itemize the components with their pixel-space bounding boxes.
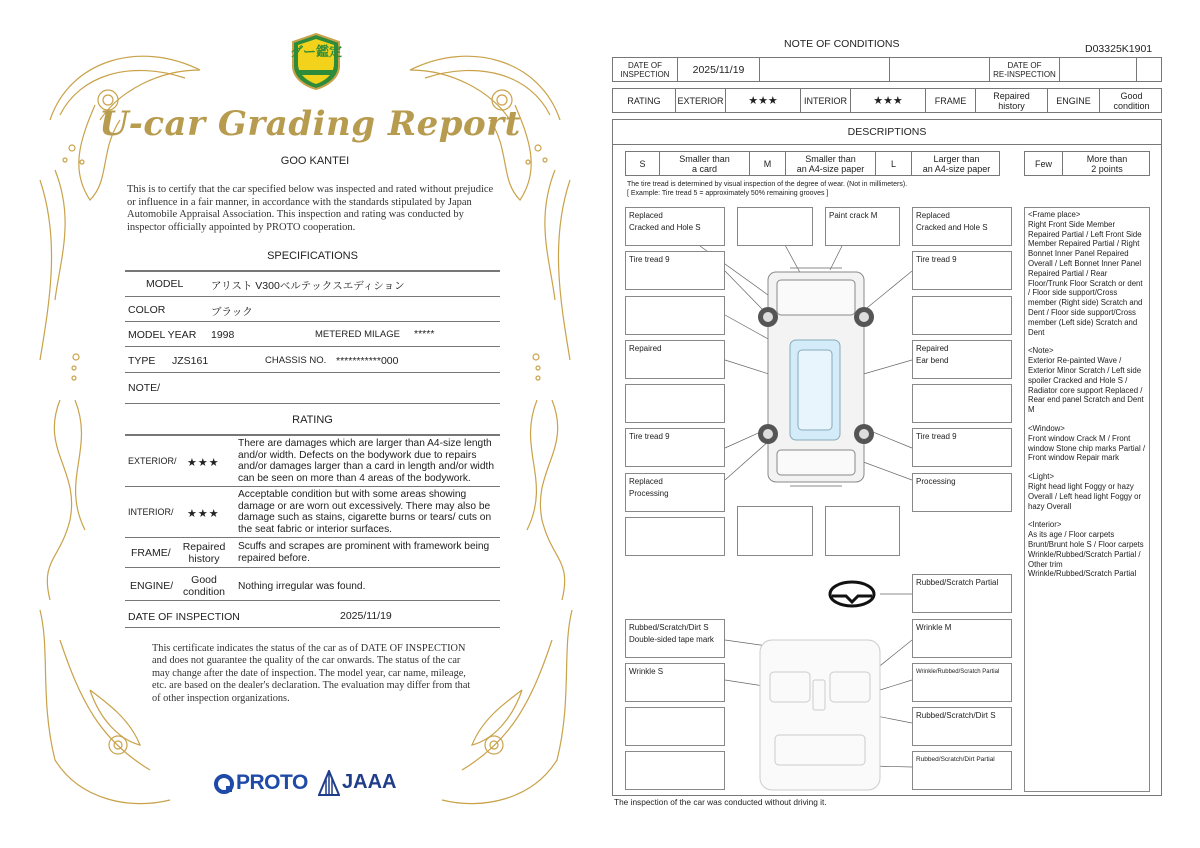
note-box-blank — [625, 384, 725, 423]
metered-milage-label: METERED MILAGE — [315, 329, 400, 340]
note-box-text: Cracked and Hole S — [629, 223, 701, 232]
note-box-tire-rear-right — [912, 428, 1012, 467]
note-title: NOTE OF CONDITIONS — [784, 38, 900, 50]
group-items: Exterior Re-painted Wave / Exterior Minor Scratch / Left side spoiler Cracked and Hole S / Radiator core support Replaced / Rear end panel Scratch and Dent M — [1028, 356, 1144, 415]
group-heading: <Light> — [1028, 472, 1055, 482]
tire-note-line1: The tire tread is determined by visual inspection of the degree of wear. (Not in millimeters). — [627, 181, 908, 188]
note-box-text: Paint crack M — [829, 211, 878, 220]
note-box-text: Rubbed/Scratch Partial — [916, 578, 999, 587]
note-box-right-door — [912, 340, 1012, 379]
legend-more — [1063, 152, 1151, 175]
frame-place-group — [1028, 210, 1146, 337]
note-box-blank — [912, 384, 1012, 423]
group-heading: <Frame place> — [1028, 210, 1081, 219]
note-box-text: Ear bend — [916, 356, 949, 365]
group-items: Right Front Side Member Repaired Partial / Left Front Side Member Repaired Partial / Right Bonnet Inner Panel Repaired Overall / Left Bonnet Inner Panel Repaired Partial / Rear Floor/Trunk Floor Scratch or dent / Floor side support/Cross member (Right side) Scratch and Dent / Floor side support/Cross member (Left side) Scratch and Dent — [1028, 219, 1143, 337]
color-label: COLOR — [128, 304, 166, 316]
date-reinspection-label-line2: RE-INSPECTION — [993, 69, 1056, 79]
divider — [125, 296, 500, 297]
chassis-value: ***********000 — [336, 355, 399, 367]
legend-s-desc-line2: a card — [691, 163, 717, 174]
engine-value-line1: Good — [1120, 90, 1143, 101]
note-box-rear-left — [625, 473, 725, 512]
date-inspection-label-line1: DATE OF — [627, 60, 663, 70]
document-code: D03325K1901 — [1085, 43, 1153, 55]
legend-s-desc — [660, 152, 750, 175]
exterior-label: EXTERIOR/ — [128, 456, 177, 466]
interior-label: INTERIOR/ — [128, 507, 174, 517]
date-reinspection-label — [990, 58, 1060, 81]
date-blank-3 — [1137, 58, 1163, 81]
note-box-blank — [737, 506, 813, 556]
note-box-tire-front-right — [912, 251, 1012, 290]
divider — [125, 600, 500, 601]
size-legend — [625, 151, 1000, 176]
proto-logo-icon — [213, 773, 235, 795]
note-box-blank — [625, 296, 725, 335]
note-box-interior-left — [625, 663, 725, 702]
note-box-rear-right — [912, 473, 1012, 512]
engine-value-line2: condition — [182, 586, 226, 598]
note-box-interior-rear — [912, 751, 1012, 790]
note-group — [1028, 346, 1146, 415]
specifications-heading: SPECIFICATIONS — [267, 250, 358, 262]
jaaa-logo-icon — [318, 770, 340, 796]
divider — [125, 627, 500, 628]
jaaa-logo: JAAA — [342, 771, 397, 793]
interior-label: INTERIOR — [801, 89, 851, 112]
model-label: MODEL — [146, 278, 184, 290]
frame-value-line1: Repaired — [993, 90, 1030, 101]
engine-value — [178, 574, 230, 598]
frame-value-line2: history — [188, 553, 220, 565]
note-box-text: Tire tread 9 — [916, 255, 957, 264]
frame-description: Scuffs and scrapes are prominent with framework being repaired before. — [238, 541, 490, 564]
metered-milage-value: ***** — [414, 328, 435, 340]
date-blank-1 — [760, 58, 890, 81]
proto-logo: PROTO — [236, 771, 308, 794]
note-box-left-door — [625, 340, 725, 379]
note-box-hood — [825, 207, 900, 246]
divider — [125, 403, 500, 404]
divider — [125, 537, 500, 538]
date-inspection-label — [613, 58, 678, 81]
legend-few: Few — [1025, 152, 1063, 175]
frame-value-line1: Repaired — [182, 541, 226, 553]
descriptions-heading: DESCRIPTIONS — [847, 126, 927, 138]
note-box-blank — [625, 707, 725, 746]
legend-more-line2: 2 points — [1091, 163, 1123, 174]
descriptions-list — [1024, 207, 1150, 792]
legend-l: L — [876, 152, 912, 175]
note-box-text: Replaced — [629, 211, 663, 220]
date-of-inspection-value: 2025/11/19 — [340, 610, 392, 622]
divider — [125, 321, 500, 322]
certificate-footer: This certificate indicates the status of the car as of DATE OF INSPECTION and does not guarantee the quality of the car onwards. The status of the car may change after the date of inspection. The model year, car name, mileage, etc. are based on the dealer's declaration. The evaluation may differ from that of other inspection organizations. — [152, 643, 471, 704]
note-box-text: Processing — [916, 477, 956, 486]
date-blank-2 — [890, 58, 990, 81]
engine-label: ENGINE/ — [130, 580, 174, 592]
note-box-front-left — [625, 207, 725, 246]
interior-stars: ★★★ — [187, 508, 220, 520]
color-value: ブラック — [211, 306, 253, 318]
note-box-tire-front-left — [625, 251, 725, 290]
exterior-stars: ★★★ — [726, 89, 801, 112]
rating-label: RATING — [613, 89, 676, 112]
light-group — [1028, 472, 1146, 511]
legend-m-desc-line1: Smaller than — [805, 153, 856, 164]
type-label: TYPE — [128, 355, 156, 367]
note-box-text: Processing — [629, 489, 669, 498]
engine-value-line2: condition — [1113, 100, 1150, 111]
date-inspection-label-line2: INSPECTION — [620, 69, 670, 79]
goo-kantei-badge — [289, 32, 343, 90]
date-of-inspection-label: DATE OF INSPECTION — [128, 611, 240, 623]
group-heading: <Window> — [1028, 423, 1065, 433]
legend-more-line1: More than — [1086, 153, 1128, 164]
frame-value-line2: history — [998, 100, 1025, 111]
engine-value — [1100, 89, 1163, 112]
frame-value — [178, 541, 230, 565]
divider — [125, 346, 500, 347]
legend-m: M — [750, 152, 786, 175]
divider — [125, 434, 500, 436]
rating-row — [612, 88, 1162, 113]
note-box-text: Double-sided tape mark — [629, 635, 714, 644]
tire-note — [627, 180, 907, 198]
model-year-label: MODEL YEAR — [128, 329, 197, 341]
legend-s-desc-line1: Smaller than — [679, 153, 730, 164]
model-value: アリスト V300ベルテックスエディション — [211, 280, 405, 292]
certificate-subtitle: GOO KANTEI — [280, 155, 350, 167]
date-reinspection-value — [1060, 58, 1137, 81]
legend-l-desc-line1: Larger than — [933, 153, 980, 164]
interior-stars: ★★★ — [851, 89, 926, 112]
few-legend — [1024, 151, 1150, 176]
interior-description: Acceptable condition but with some areas showing damage or are worn out excessively. There may also be damage such as stains, cigarette burns or tears/ cuts on the seat fabric or interior surfaces. — [238, 489, 492, 535]
note-box-text: Rubbed/Scratch/Dirt Partial — [916, 756, 995, 763]
exterior-stars: ★★★ — [187, 457, 220, 469]
exterior-description: There are damages which are larger than A4-size length and/or width. Defects on the bodywork due to repairs and/or damages larger than a card in length and/or width can be seen on more than 4 areas of the bodywork. — [238, 438, 494, 484]
group-items: Front window Crack M / Front window Stone chip marks Partial / Front window Repair mark — [1028, 433, 1146, 463]
note-box-text: Replaced — [916, 211, 950, 220]
model-year-value: 1998 — [211, 329, 235, 341]
note-box-text: Cracked and Hole S — [916, 223, 988, 232]
frame-value — [976, 89, 1048, 112]
date-reinspection-label-line1: DATE OF — [1007, 60, 1042, 70]
divider — [612, 144, 1162, 145]
chassis-label: CHASSIS NO. — [265, 355, 327, 366]
note-box-text: Tire tread 9 — [629, 255, 670, 264]
engine-value-line1: Good — [191, 574, 217, 586]
certificate-title: U-car Grading Report — [99, 104, 521, 144]
date-row — [612, 57, 1162, 82]
note-box-interior-right — [912, 663, 1012, 702]
note-box-text: Wrinkle S — [629, 667, 664, 676]
legend-m-desc-line2: an A4-size paper — [796, 163, 865, 174]
note-box-front-right — [912, 207, 1012, 246]
engine-description: Nothing irregular was found. — [238, 581, 366, 592]
note-box-steering — [912, 574, 1012, 613]
note-box-tire-rear-left — [625, 428, 725, 467]
group-items: As its age / Floor carpets Brunt/Brunt hole S / Floor carpets Wrinkle/Rubbed/Scratch Partial / Other trim Wrinkle/Rubbed/Scratch Partial — [1028, 530, 1144, 579]
note-box-blank — [625, 751, 725, 790]
group-heading: <Interior> — [1028, 520, 1062, 530]
note-box-text: Rubbed/Scratch/Dirt S — [629, 623, 709, 632]
badge-text: グー鑑定 — [289, 45, 343, 60]
divider — [125, 270, 500, 272]
note-box-text: Replaced — [629, 477, 663, 486]
note-box-text: Tire tread 9 — [629, 432, 670, 441]
exterior-label: EXTERIOR — [676, 89, 726, 112]
note-box-interior-front-left — [625, 619, 725, 658]
note-box-blank — [737, 207, 813, 246]
legend-s: S — [626, 152, 660, 175]
note-box-blank — [825, 506, 900, 556]
legend-l-desc — [912, 152, 1001, 175]
note-box-blank — [625, 517, 725, 556]
note-box-blank — [912, 296, 1012, 335]
type-value: JZS161 — [172, 355, 209, 367]
note-box-text: Repaired — [629, 344, 662, 353]
window-group — [1028, 424, 1146, 463]
divider — [125, 486, 500, 487]
note-box-text: Repaired — [916, 344, 949, 353]
group-heading: <Note> — [1028, 346, 1054, 356]
certificate-intro: This is to certify that the car specified below was inspected and rated without prejudice or influence in a fair manner, in accordance with the standards stipulated by Japan Automobile Appraisal Association. This inspection and rating was conducted by inspector officially appointed by PROTO cooperation. — [127, 184, 494, 233]
note-label: NOTE/ — [128, 382, 161, 394]
legend-m-desc — [786, 152, 876, 175]
divider — [125, 567, 500, 568]
frame-label: FRAME — [926, 89, 976, 112]
legend-l-desc-line2: an A4-size paper — [922, 163, 991, 174]
note-box-text: Wrinkle/Rubbed/Scratch Partial — [916, 669, 1000, 675]
note-box-text: Rubbed/Scratch/Dirt S — [916, 711, 996, 720]
interior-group — [1028, 520, 1146, 579]
note-box-interior-front-right — [912, 619, 1012, 658]
frame-label: FRAME/ — [131, 547, 171, 559]
group-items: Right head light Foggy or hazy Overall / Left head light Foggy or hazy Overall — [1028, 481, 1142, 511]
note-box-text: Tire tread 9 — [916, 432, 957, 441]
note-box-text: Wrinkle M — [916, 623, 952, 632]
footnote: The inspection of the car was conducted without driving it. — [614, 797, 827, 807]
divider — [125, 372, 500, 373]
date-inspection-value: 2025/11/19 — [678, 58, 760, 81]
engine-label: ENGINE — [1048, 89, 1100, 112]
rating-heading: RATING — [292, 414, 333, 426]
tire-note-line2: [ Example: Tire tread 5 = approximately 50% remaining grooves ] — [627, 190, 829, 197]
note-box-interior-rear-right — [912, 707, 1012, 746]
